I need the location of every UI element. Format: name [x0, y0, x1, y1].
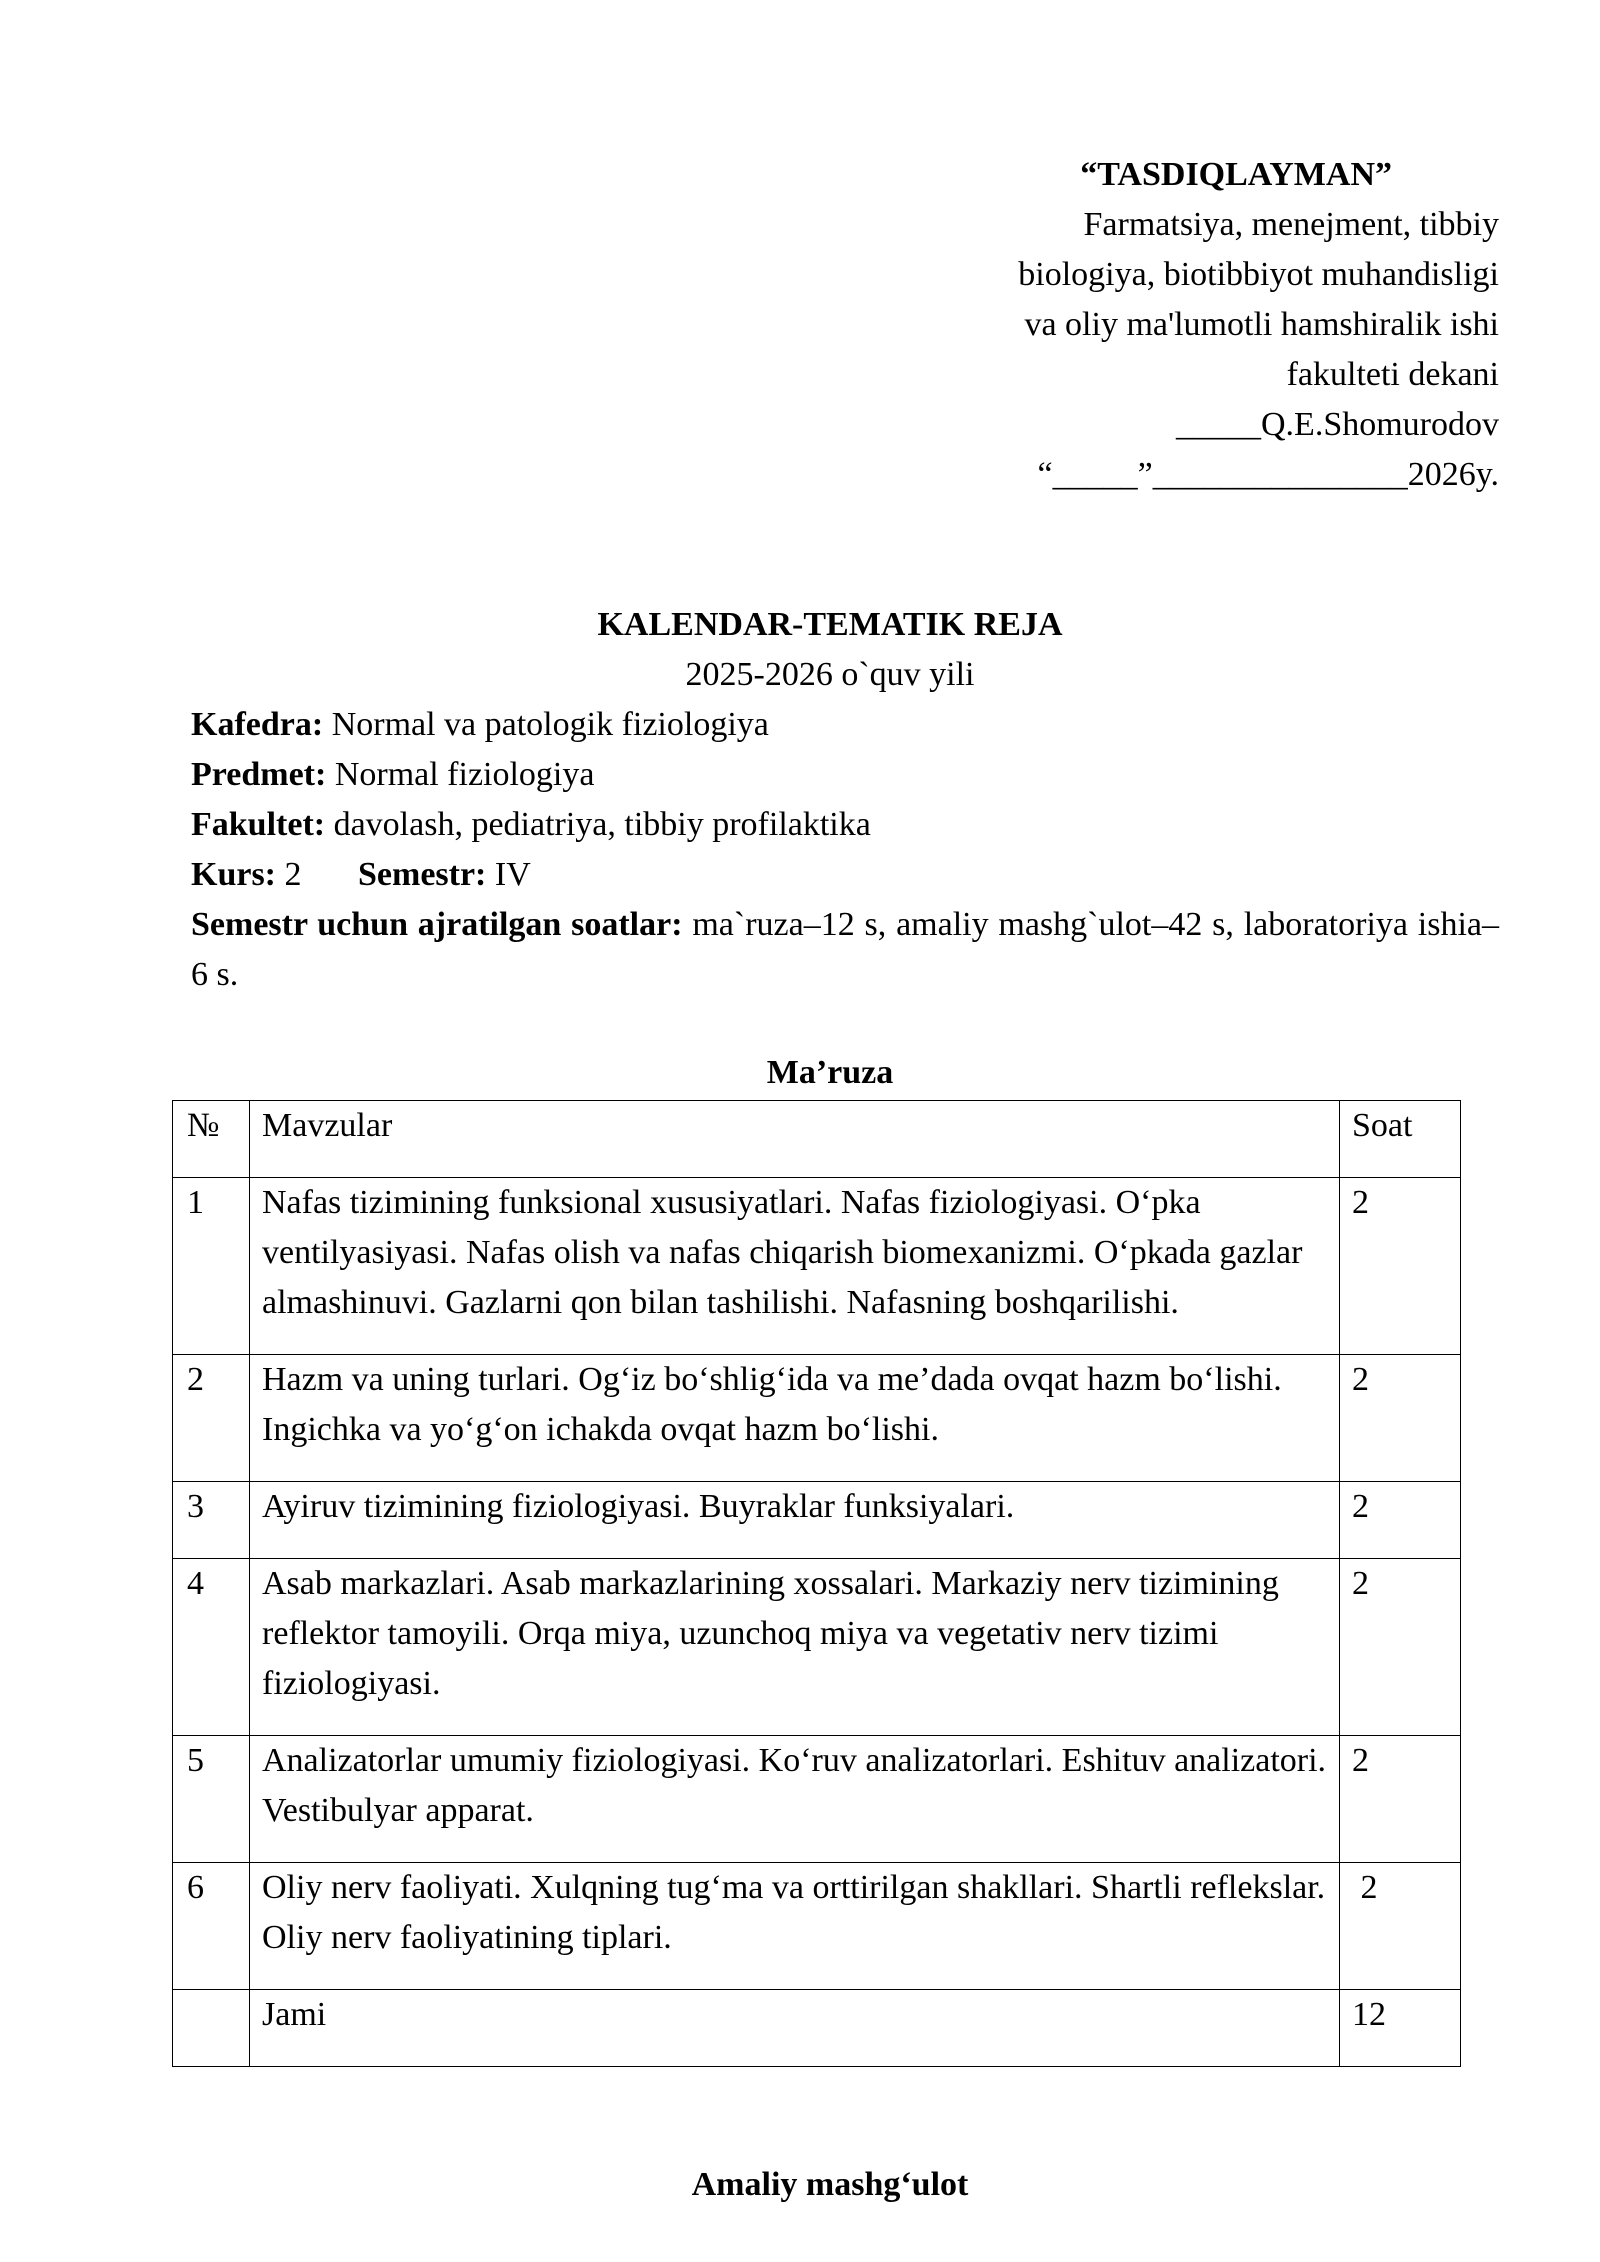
- fakultet-label: Fakultet:: [191, 806, 326, 843]
- hours-value: ma`ruza–12 s, amaliy mashg`ulot–42 s, laboratoriya ishia–6 s.: [191, 906, 1499, 993]
- row-number: 5: [173, 1736, 250, 1863]
- row-hours: 2: [1340, 1178, 1461, 1355]
- fakultet-value: davolash, pediatriya, tibbiy profilaktika: [333, 806, 871, 843]
- course-info: [191, 700, 1499, 1000]
- kurs-label: Kurs:: [191, 856, 276, 893]
- row-topic: Nafas tizimining funksional xususiyatlari. Nafas fiziologiyasi. O‘pka ventilyasiyasi. Nafas olish va nafas chiqarish biomexanizmi. O‘pkada gazlar almashinuvi. Gazlarni qon bilan tashilishi. Nafasning boshqarilishi.: [250, 1178, 1340, 1355]
- row-topic: Hazm va uning turlari. Og‘iz bo‘shlig‘ida va me’dada ovqat hazm bo‘lishi. Ingichka va yo‘g‘on ichakda ovqat hazm bo‘lishi.: [250, 1355, 1340, 1482]
- hours-row: [191, 900, 1499, 1000]
- row-number: 1: [173, 1178, 250, 1355]
- header-hours: Soat: [1340, 1101, 1461, 1178]
- row-number: 4: [173, 1559, 250, 1736]
- row-topic: Analizatorlar umumiy fiziologiyasi. Ko‘ruv analizatorlari. Eshituv analizatori. Vestibulyar apparat.: [250, 1736, 1340, 1863]
- kurs-value: 2: [284, 856, 302, 893]
- kurs-semestr-row: [191, 850, 1499, 900]
- row-hours: 2: [1340, 1482, 1461, 1559]
- semestr-value: IV: [494, 856, 531, 893]
- row-hours: 2: [1340, 1736, 1461, 1863]
- row-topic: Asab markazlari. Asab markazlarining xossalari. Markaziy nerv tizimining reflektor tamoyili. Orqa miya, uzunchoq miya va vegetativ nerv tizimi fiziologiyasi.: [250, 1559, 1340, 1736]
- lectures-section-title: Ma’ruza: [766, 1054, 894, 1091]
- header-topics: Mavzular: [250, 1101, 1340, 1178]
- total-label: Jami: [250, 1990, 1340, 2067]
- row-hours: 2: [1340, 1355, 1461, 1482]
- table-row: [173, 1736, 1461, 1863]
- table-row: [173, 1355, 1461, 1482]
- kafedra-label: Kafedra:: [191, 706, 324, 743]
- predmet-value: Normal fiziologiya: [334, 756, 595, 793]
- row-topic: Ayiruv tizimining fiziologiyasi. Buyraklar funksiyalari.: [250, 1482, 1340, 1559]
- row-number: 6: [173, 1863, 250, 1990]
- approval-date-line: “_____”_______________2026y.: [1037, 456, 1499, 493]
- approval-line: biologiya, biotibbiyot muhandisligi: [1018, 256, 1499, 293]
- total-number-cell: [173, 1990, 250, 2067]
- row-topic: Oliy nerv faoliyati. Xulqning tug‘ma va orttirilgan shakllari. Shartli reflekslar. Oliy nerv faoliyatining tiplari.: [250, 1863, 1340, 1990]
- practical-section-title: Amaliy mashg‘ulot: [691, 2166, 969, 2203]
- table-row: [173, 1482, 1461, 1559]
- table-row: [173, 1178, 1461, 1355]
- header-number: №: [173, 1101, 250, 1178]
- row-number: 3: [173, 1482, 250, 1559]
- table-row: [173, 1863, 1461, 1990]
- kafedra-row: [191, 700, 1499, 750]
- academic-year: 2025-2026 o`quv yili: [685, 656, 975, 693]
- approval-block: [1018, 150, 1499, 500]
- approval-line: Farmatsiya, menejment, tibbiy: [1083, 206, 1499, 243]
- row-number: 2: [173, 1355, 250, 1482]
- table-total-row: [173, 1990, 1461, 2067]
- table-row: [173, 1559, 1461, 1736]
- document-title: KALENDAR-TEMATIK REJA: [597, 606, 1063, 643]
- total-hours: 12: [1340, 1990, 1461, 2067]
- approval-title: “TASDIQLAYMAN”: [1080, 156, 1392, 193]
- lectures-table: [172, 1100, 1461, 2067]
- approval-line: fakulteti dekani: [1286, 356, 1499, 393]
- hours-label: Semestr uchun ajratilgan soatlar:: [191, 906, 683, 943]
- fakultet-row: [191, 800, 1499, 850]
- kafedra-value: Normal va patologik fiziologiya: [331, 706, 769, 743]
- approval-line: va oliy ma'lumotli hamshiralik ishi: [1024, 306, 1499, 343]
- approval-signature-line: _____Q.E.Shomurodov: [1176, 406, 1499, 443]
- table-header-row: [173, 1101, 1461, 1178]
- semestr-label: Semestr:: [358, 856, 487, 893]
- row-hours: 2: [1340, 1863, 1461, 1990]
- predmet-label: Predmet:: [191, 756, 327, 793]
- row-hours: 2: [1340, 1559, 1461, 1736]
- predmet-row: [191, 750, 1499, 800]
